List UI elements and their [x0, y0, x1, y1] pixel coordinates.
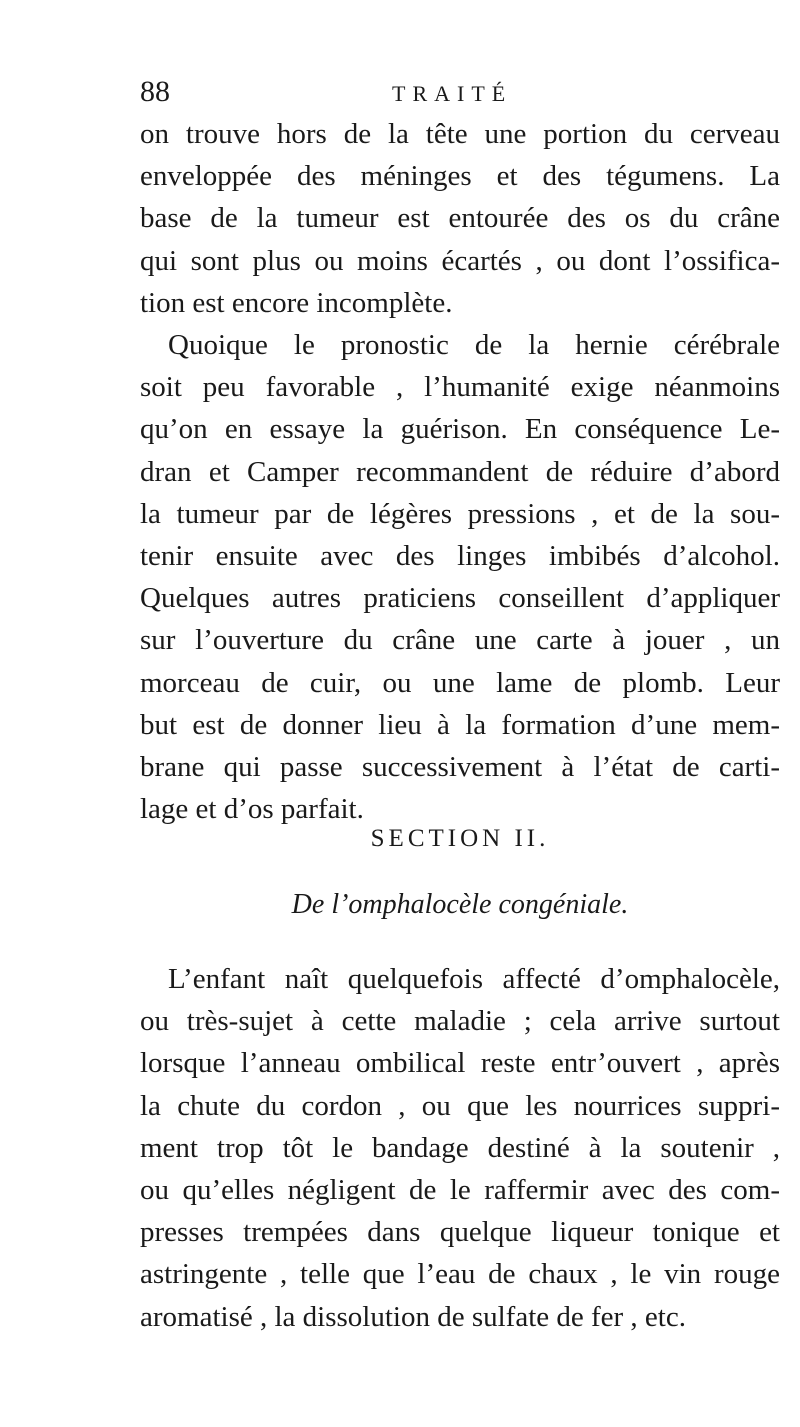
text-line: ment trop tôt le bandage destiné à la soutenir , [140, 1131, 780, 1164]
text-line: morceau de cuir, ou une lame de plomb. Leur [140, 666, 780, 699]
section-heading: SECTION II. [370, 825, 550, 852]
running-title: TRAITÉ [392, 81, 513, 106]
paragraph-block-2 [140, 958, 780, 1338]
section-subtitle: De l’omphalocèle congéniale. [291, 889, 629, 920]
text-line: brane qui passe successivement à l’état de carti- [140, 751, 780, 784]
text-line: tion est encore incomplète. [140, 286, 453, 319]
text-line: aromatisé , la dissolution de sulfate de fer , etc. [140, 1300, 686, 1333]
text-line: ou qu’elles négligent de le raffermir avec des com- [140, 1174, 780, 1207]
text-line: la chute du cordon , ou que les nourrices suppri- [140, 1089, 780, 1122]
text-line: L’enfant naît quelquefois affecté d’omphalocèle, [168, 963, 780, 995]
text-line: la tumeur par de légères pressions , et de la sou- [140, 497, 780, 530]
text-line: enveloppée des méninges et des tégumens. La [140, 160, 780, 193]
text-line: lage et d’os parfait. [140, 793, 364, 826]
text-line: tenir ensuite avec des linges imbibés d’alcohol. [140, 540, 780, 573]
text-line: qui sont plus ou moins écartés , ou dont l’ossifica- [140, 244, 780, 277]
text-line: base de la tumeur est entourée des os du crâne [140, 202, 780, 235]
text-line: soit peu favorable , l’humanité exige néanmoins [140, 371, 780, 404]
page-number: 88 [140, 75, 170, 108]
text-line: astringente , telle que l’eau de chaux , le vin rouge [140, 1258, 780, 1291]
text-line: dran et Camper recommandent de réduire d’abord [140, 455, 780, 488]
text-line: presses trempées dans quelque liqueur tonique et [140, 1216, 780, 1249]
text-line: Quoique le pronostic de la hernie cérébrale [168, 329, 780, 362]
paragraph-block-1 [140, 113, 780, 830]
text-line: ou très-sujet à cette maladie ; cela arrive surtout [140, 1005, 780, 1038]
text-line: qu’on en essaye la guérison. En conséquence Le- [140, 413, 780, 446]
text-line: on trouve hors de la tête une portion du cerveau [140, 118, 780, 150]
text-line: lorsque l’anneau ombilical reste entr’ouvert , après [140, 1047, 780, 1080]
text-line: Quelques autres praticiens conseillent d’appliquer [140, 582, 780, 615]
running-head [140, 72, 660, 112]
text-line: but est de donner lieu à la formation d’une mem- [140, 708, 780, 741]
text-line: sur l’ouverture du crâne une carte à jouer , un [140, 624, 780, 657]
